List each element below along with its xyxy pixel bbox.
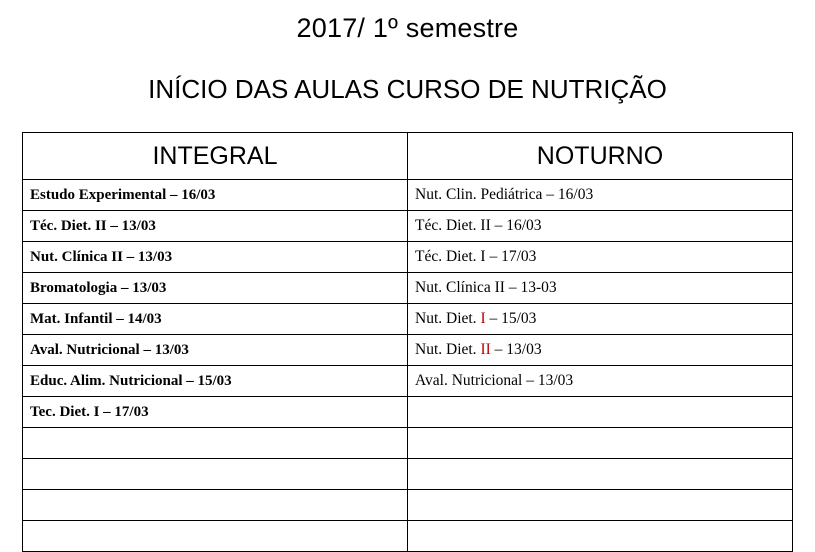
noturno-course-4: Nut. Clínica II – 13-03 <box>408 273 793 304</box>
empty-cell <box>408 521 793 552</box>
empty-cell <box>408 490 793 521</box>
schedule-table <box>22 132 793 552</box>
table-row <box>23 211 793 242</box>
table-row <box>23 490 793 521</box>
page-title-semester: 2017/ 1º semestre <box>296 13 519 43</box>
noturno-course-6 <box>408 335 793 366</box>
page-title-main: INÍCIO DAS AULAS CURSO DE NUTRIÇÃO <box>148 74 667 104</box>
document-page <box>0 10 815 522</box>
empty-cell <box>23 490 408 521</box>
integral-course-3: Nut. Clínica II – 13/03 <box>23 242 408 273</box>
noturno-course-5-prefix: Nut. Diet. <box>415 310 481 327</box>
table-row <box>23 304 793 335</box>
empty-cell <box>408 428 793 459</box>
empty-cell <box>23 459 408 490</box>
table-row <box>23 366 793 397</box>
column-header-noturno: NOTURNO <box>408 133 793 180</box>
empty-cell <box>23 428 408 459</box>
integral-course-7: Educ. Alim. Nutricional – 15/03 <box>23 366 408 397</box>
table-row <box>23 521 793 552</box>
integral-course-6: Aval. Nutricional – 13/03 <box>23 335 408 366</box>
noturno-course-6-suffix: – 13/03 <box>490 341 542 358</box>
table-row <box>23 242 793 273</box>
table-row <box>23 397 793 428</box>
integral-course-5: Mat. Infantil – 14/03 <box>23 304 408 335</box>
empty-cell <box>408 459 793 490</box>
noturno-course-5-roman: I <box>480 310 486 327</box>
table-header-row <box>23 133 793 180</box>
empty-cell <box>23 521 408 552</box>
noturno-course-3: Téc. Diet. I – 17/03 <box>408 242 793 273</box>
integral-course-2: Téc. Diet. II – 13/03 <box>23 211 408 242</box>
table-row <box>23 335 793 366</box>
empty-cell <box>408 397 793 428</box>
noturno-course-7: Aval. Nutricional – 13/03 <box>408 366 793 397</box>
noturno-course-5 <box>408 304 793 335</box>
integral-course-8: Tec. Diet. I – 17/03 <box>23 397 408 428</box>
column-header-integral: INTEGRAL <box>23 133 408 180</box>
noturno-course-6-roman: II <box>480 341 491 358</box>
integral-course-4: Bromatologia – 13/03 <box>23 273 408 304</box>
table-row <box>23 273 793 304</box>
noturno-course-6-prefix: Nut. Diet. <box>415 341 481 358</box>
noturno-course-5-suffix: – 15/03 <box>485 310 537 327</box>
table-row <box>23 428 793 459</box>
table-row <box>23 459 793 490</box>
table-row <box>23 180 793 211</box>
schedule-table-wrapper <box>22 132 793 552</box>
noturno-course-1: Nut. Clin. Pediátrica – 16/03 <box>408 180 793 211</box>
integral-course-1: Estudo Experimental – 16/03 <box>23 180 408 211</box>
noturno-course-2: Téc. Diet. II – 16/03 <box>408 211 793 242</box>
